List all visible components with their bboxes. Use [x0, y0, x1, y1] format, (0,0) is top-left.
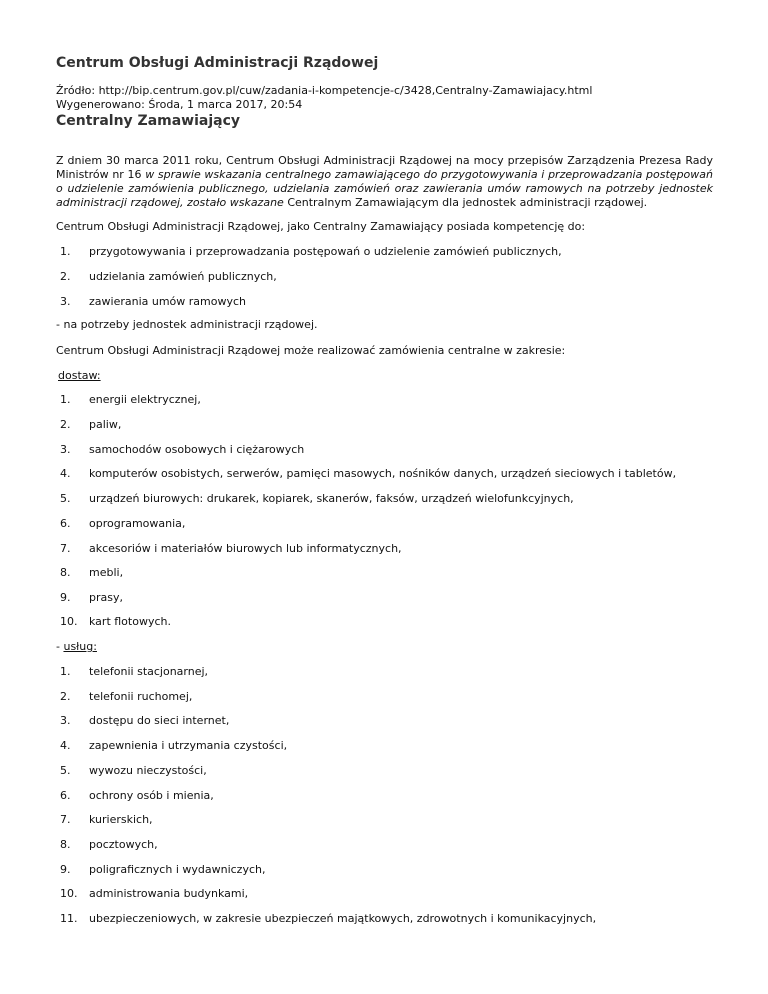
list-item: [60, 912, 596, 925]
list-item: [60, 542, 402, 555]
list-item: [60, 863, 265, 876]
list-item: [60, 887, 248, 900]
list-item-text: administrowania budynkami,: [89, 887, 249, 900]
list-item-text: mebli,: [89, 566, 124, 579]
list-item: [60, 517, 185, 530]
list-item: [60, 714, 229, 727]
list-item: [60, 566, 123, 579]
list-item-number: 10.: [60, 887, 78, 900]
list-item-text: akcesoriów i materiałów biurowych lub informatycznych,: [89, 542, 402, 555]
list-item-number: 11.: [60, 912, 78, 925]
list-item-number: 8.: [60, 566, 71, 579]
list-item-text: poligraficznych i wydawniczych,: [89, 863, 266, 876]
list-item-number: 1.: [60, 245, 71, 258]
list-item: [60, 615, 171, 628]
list-item: [60, 393, 201, 406]
list-item: [60, 838, 158, 851]
services-heading: [56, 640, 97, 653]
list-item-number: 3.: [60, 714, 71, 727]
list-item-number: 1.: [60, 393, 71, 406]
list-item-text: kart flotowych.: [89, 615, 171, 628]
list-item: [60, 295, 246, 308]
list-item-number: 3.: [60, 295, 71, 308]
list-item-text: przygotowywania i przeprowadzania postępowań o udzielenie zamówień publicznych,: [89, 245, 562, 258]
list-item-number: 6.: [60, 789, 71, 802]
list-item-text: komputerów osobistych, serwerów, pamięci masowych, nośników danych, urządzeń sieciowych i tabletów,: [89, 467, 677, 480]
generated-date: Wygenerowano: Środa, 1 marca 2017, 20:54: [56, 98, 303, 111]
intro-paragraph: [56, 154, 713, 210]
list-item: [60, 813, 153, 826]
list-item-number: 8.: [60, 838, 71, 851]
list-item-text: paliw,: [89, 418, 122, 431]
list-item: [60, 591, 123, 604]
list-item: [60, 245, 562, 258]
list-item-text: oprogramowania,: [89, 517, 186, 530]
list-item-text: ubezpieczeniowych, w zakresie ubezpieczeń majątkowych, zdrowotnych i komunikacyjnych,: [89, 912, 597, 925]
page-title: Centralny Zamawiający: [56, 113, 241, 129]
list-item-number: 6.: [60, 517, 71, 530]
competence-intro: Centrum Obsługi Administracji Rządowej, jako Centralny Zamawiający posiada kompetencję do:: [56, 220, 586, 233]
list-item-text: prasy,: [89, 591, 123, 604]
list-item-text: urządzeń biurowych: drukarek, kopiarek, skanerów, faksów, urządzeń wielofunkcyjnych,: [89, 492, 574, 505]
supplies-label: dostaw:: [58, 369, 101, 382]
services-prefix: -: [56, 640, 64, 653]
list-item-number: 2.: [60, 270, 71, 283]
list-item-text: zapewnienia i utrzymania czystości,: [89, 739, 288, 752]
list-item: [60, 789, 214, 802]
list-item: [60, 418, 121, 431]
list-item-text: energii elektrycznej,: [89, 393, 201, 406]
list-item-number: 10.: [60, 615, 78, 628]
organization-title: Centrum Obsługi Administracji Rządowej: [56, 55, 379, 71]
list-item-text: udzielania zamówień publicznych,: [89, 270, 277, 283]
list-item-number: 2.: [60, 690, 71, 703]
list-item-text: ochrony osób i mienia,: [89, 789, 214, 802]
source-url: Źródło: http://bip.centrum.gov.pl/cuw/zadania-i-kompetencje-c/3428,Centralny-Zamawiajacy.html: [56, 84, 593, 97]
list-item: [60, 665, 208, 678]
list-item-number: 5.: [60, 492, 71, 505]
list-item: [60, 739, 287, 752]
list-item-number: 2.: [60, 418, 71, 431]
list-item: [60, 270, 277, 283]
list-item-text: kurierskich,: [89, 813, 153, 826]
list-item: [60, 690, 192, 703]
list-item-text: telefonii stacjonarnej,: [89, 665, 209, 678]
list-item-number: 4.: [60, 467, 71, 480]
list-item-text: zawierania umów ramowych: [89, 295, 247, 308]
list-item: [60, 443, 304, 456]
list-item-number: 9.: [60, 863, 71, 876]
services-label: usług:: [63, 640, 97, 653]
list-item-number: 3.: [60, 443, 71, 456]
list-item-number: 9.: [60, 591, 71, 604]
scope-intro: Centrum Obsługi Administracji Rządowej może realizować zamówienia centralne w zakresie:: [56, 344, 566, 357]
list-item-text: telefonii ruchomej,: [89, 690, 193, 703]
intro-text-end: Centralnym Zamawiającym dla jednostek administracji rządowej.: [283, 196, 648, 209]
list-item: [60, 467, 676, 480]
list-item-number: 7.: [60, 813, 71, 826]
list-item-text: dostępu do sieci internet,: [89, 714, 230, 727]
list-item: [60, 492, 574, 505]
list-item-text: samochodów osobowych i ciężarowych: [89, 443, 305, 456]
intro-italic-text: w sprawie wskazania centralnego zamawiającego do przygotowywania i przeprowadzania postępowań o udzielenie zamówienia publicznego, udzielania zamówień oraz zawierania umów ramowych na potrzeby jednostek administracji rządowej, zostało wskazane: [56, 168, 713, 209]
list-item-text: pocztowych,: [89, 838, 158, 851]
competence-outro: - na potrzeby jednostek administracji rządowej.: [56, 318, 318, 331]
list-item-number: 5.: [60, 764, 71, 777]
list-item: [60, 764, 207, 777]
intro-text-start: Z dniem 30 marca 2011 roku, Centrum Obsługi Administracji Rządowej na mocy przepisów Zarządzenia Prezesa Rady Ministrów nr 16: [56, 154, 713, 181]
list-item-number: 4.: [60, 739, 71, 752]
list-item-number: 7.: [60, 542, 71, 555]
list-item-number: 1.: [60, 665, 71, 678]
list-item-text: wywozu nieczystości,: [89, 764, 207, 777]
